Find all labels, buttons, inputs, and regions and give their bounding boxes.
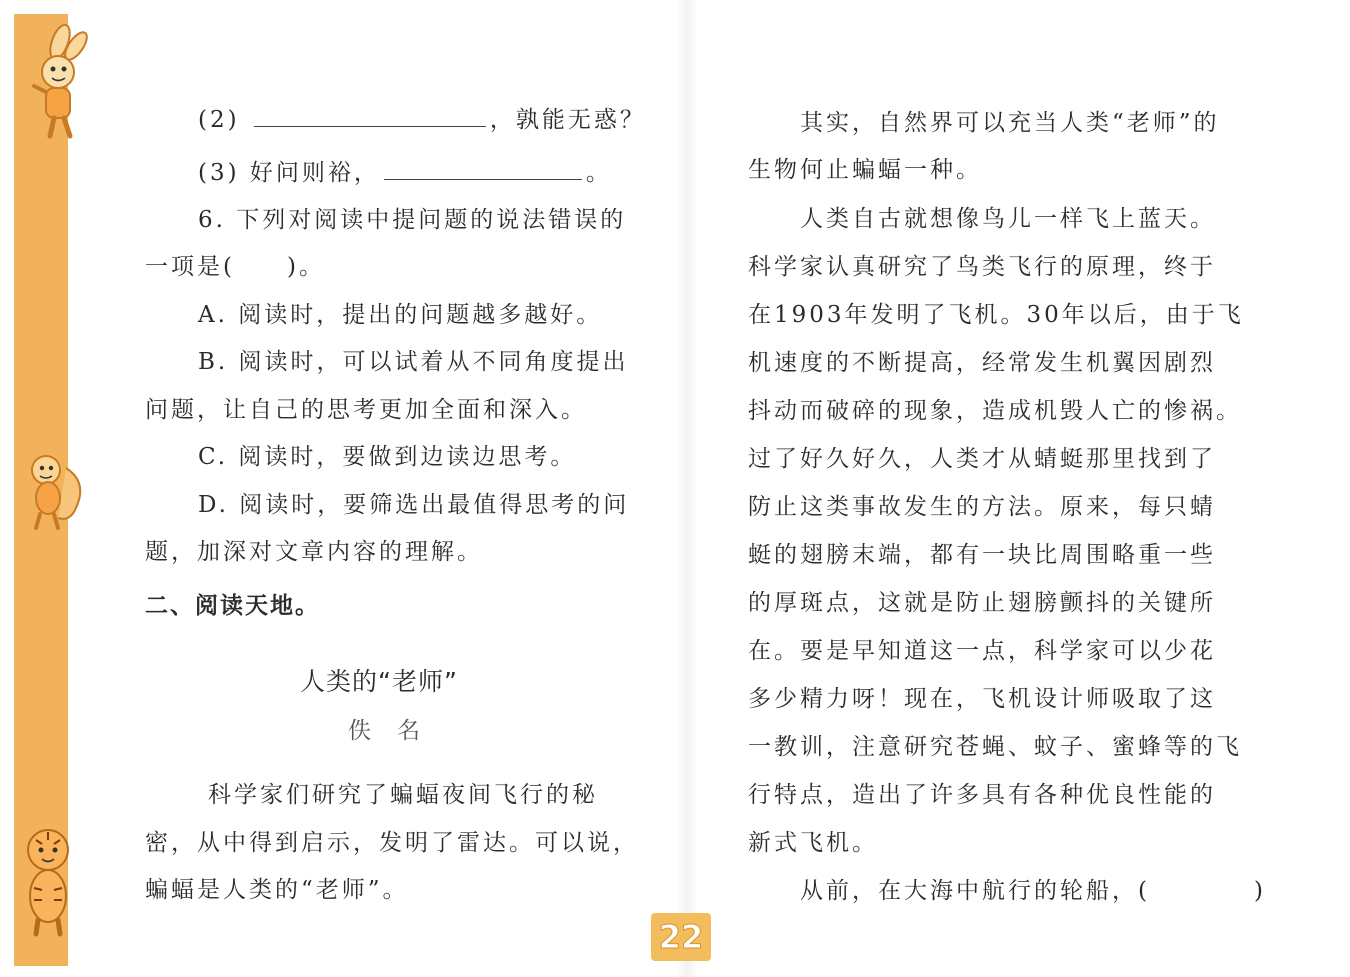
right-line-15: 行特点，造出了许多具有各种优良性能的 bbox=[748, 782, 1216, 808]
right-line-14: 一教训，注意研究苍蝇、蚊子、蜜蜂等的飞 bbox=[748, 734, 1242, 760]
question-6-line1: 6. 下列对阅读中提问题的说法错误的 bbox=[198, 207, 627, 233]
question-3-text: (3) 好问则裕， bbox=[198, 160, 380, 186]
right-line-3: 人类自古就想像鸟儿一样飞上蓝天。 bbox=[800, 206, 1216, 232]
right-line-6: 机速度的不断提高，经常发生机翼因剧烈 bbox=[748, 350, 1216, 376]
right-line-10: 蜓的翅膀末端，都有一块比周围略重一些 bbox=[748, 542, 1216, 568]
question-2-number: (2) bbox=[198, 107, 240, 133]
article-title: 人类的“老师” bbox=[300, 667, 458, 696]
right-line-13: 多少精力呀！现在，飞机设计师吸取了这 bbox=[748, 686, 1216, 712]
question-3-end: 。 bbox=[585, 160, 612, 186]
right-line-16: 新式飞机。 bbox=[748, 830, 878, 856]
question-3 bbox=[198, 157, 612, 188]
page-number: 22 bbox=[651, 913, 711, 961]
book-gutter bbox=[676, 0, 698, 977]
question-6-line2: 一项是( )。 bbox=[145, 254, 325, 280]
option-b-line2: 问题，让自己的思考更加全面和深入。 bbox=[145, 397, 587, 423]
option-c: C. 阅读时，要做到边读边思考。 bbox=[198, 444, 577, 470]
section-heading: 二、阅读天地。 bbox=[145, 593, 320, 619]
option-d-line2: 题，加深对文章内容的理解。 bbox=[145, 539, 483, 565]
rabbit-mascot-icon bbox=[16, 20, 94, 140]
answer-blank-3[interactable] bbox=[384, 157, 582, 180]
option-b-line1: B. 阅读时，可以试着从不同角度提出 bbox=[198, 349, 629, 375]
right-line-1: 其实，自然界可以充当人类“老师”的 bbox=[800, 110, 1220, 136]
right-line-7: 抖动而破碎的现象，造成机毁人亡的惨祸。 bbox=[748, 398, 1242, 424]
option-d-line1: D. 阅读时，要筛选出最值得思考的问 bbox=[198, 492, 630, 518]
paragraph-1-line3: 蝙蝠是人类的“老师”。 bbox=[145, 877, 409, 903]
paragraph-1-line2: 密，从中得到启示，发明了雷达。可以说， bbox=[145, 830, 639, 856]
paragraph-1-line1: 科学家们研究了蝙蝠夜间飞行的秘 bbox=[208, 782, 598, 808]
right-line-5: 在1903年发明了飞机。30年以后，由于飞 bbox=[748, 302, 1244, 328]
right-line-9: 防止这类事故发生的方法。原来，每只蜻 bbox=[748, 494, 1216, 520]
right-line-17: 从前，在大海中航行的轮船，( ) bbox=[800, 878, 1266, 904]
right-line-2: 生物何止蝙蝠一种。 bbox=[748, 157, 982, 183]
answer-blank-2[interactable] bbox=[254, 104, 486, 127]
option-a: A. 阅读时，提出的问题越多越好。 bbox=[198, 302, 603, 328]
right-line-12: 在。要是早知道这一点，科学家可以少花 bbox=[748, 638, 1216, 664]
tiger-mascot-icon bbox=[20, 820, 76, 938]
right-line-4: 科学家认真研究了鸟类飞行的原理，终于 bbox=[748, 254, 1216, 280]
right-line-8: 过了好久好久，人类才从蜻蜓那里找到了 bbox=[748, 446, 1216, 472]
right-line-11: 的厚斑点，这就是防止翅膀颤抖的关键所 bbox=[748, 590, 1216, 616]
article-author: 佚名 bbox=[348, 718, 446, 744]
squirrel-mascot-icon bbox=[18, 448, 86, 530]
question-2-text: ，孰能无惑？ bbox=[489, 107, 646, 133]
question-2 bbox=[198, 104, 646, 135]
